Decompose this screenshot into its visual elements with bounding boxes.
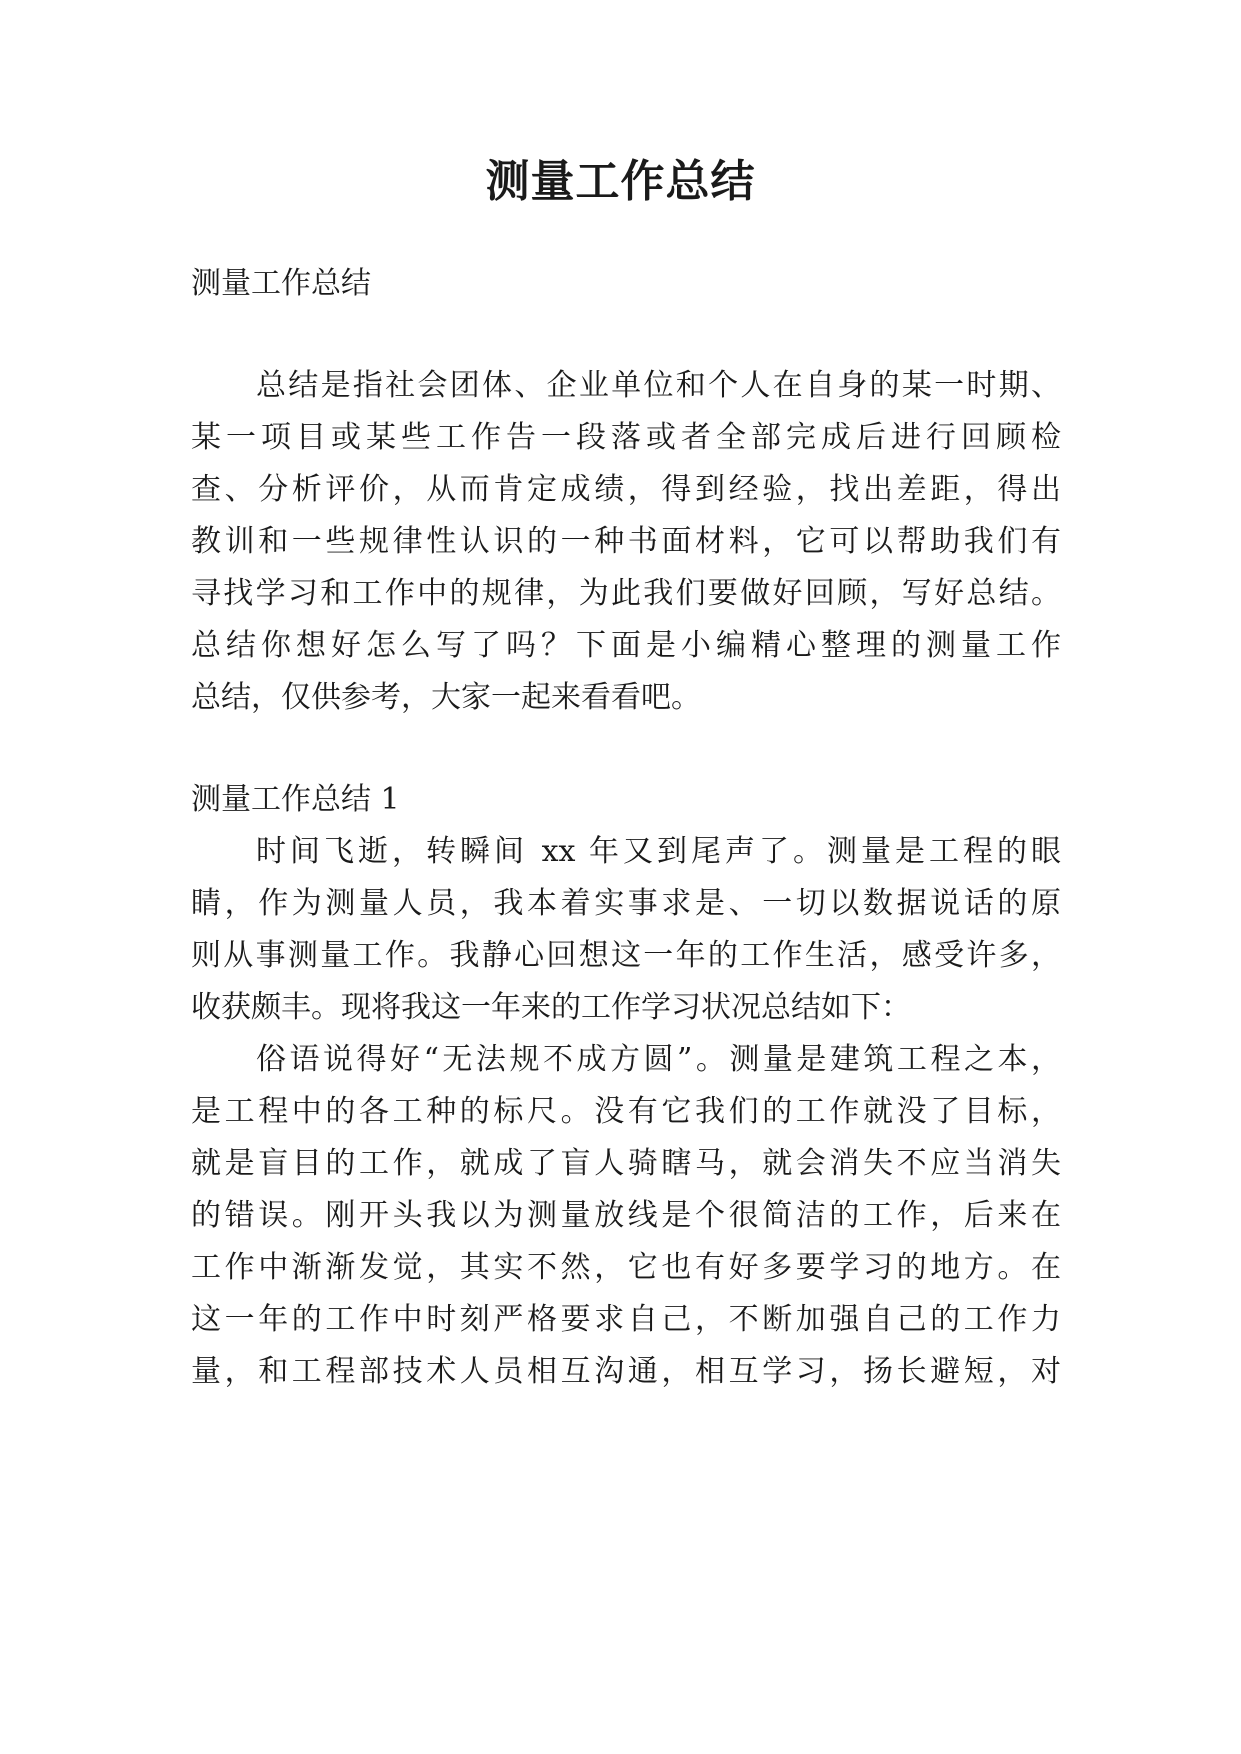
document-subtitle: 测量工作总结 <box>191 266 371 301</box>
text-line: 寻找学习和工作中的规律，为此我们要做好回顾，写好总结。 <box>191 576 1061 611</box>
document-title: 测量工作总结 <box>485 156 756 207</box>
text-line: 是工程中的各工种的标尺。没有它我们的工作就没了目标， <box>191 1094 1061 1129</box>
text-line: 则从事测量工作。我静心回想这一年的工作生活，感受许多， <box>191 938 1061 973</box>
text-line: 总结，仅供参考，大家一起来看看吧。 <box>191 680 701 715</box>
text-line: 总结是指社会团体、企业单位和个人在自身的某一时期、 <box>256 368 1061 403</box>
text-line: 某一项目或某些工作告一段落或者全部完成后进行回顾检 <box>191 420 1061 455</box>
text-line: 的错误。刚开头我以为测量放线是个很简洁的工作，后来在 <box>191 1198 1061 1233</box>
text-line: 查、分析评价，从而肯定成绩，得到经验，找出差距，得出 <box>191 472 1061 507</box>
text-line: 教训和一些规律性认识的一种书面材料，它可以帮助我们有 <box>191 524 1061 559</box>
text-line: 工作中渐渐发觉，其实不然，它也有好多要学习的地方。在 <box>191 1250 1061 1285</box>
text-line: 这一年的工作中时刻严格要求自己，不断加强自己的工作力 <box>191 1302 1061 1337</box>
text-line: 收获颇丰。现将我这一年来的工作学习状况总结如下： <box>191 990 911 1025</box>
text-line: 量，和工程部技术人员相互沟通，相互学习，扬长避短，对 <box>191 1354 1061 1389</box>
text-line: 时间飞逝，转瞬间 xx 年又到尾声了。测量是工程的眼 <box>256 834 1061 869</box>
text-line: 俗语说得好“无法规不成方圆”。测量是建筑工程之本， <box>256 1042 1061 1077</box>
text-line: 睛，作为测量人员，我本着实事求是、一切以数据说话的原 <box>191 886 1061 921</box>
text-line: 总结你想好怎么写了吗？下面是小编精心整理的测量工作 <box>191 628 1061 663</box>
section-heading: 测量工作总结 1 <box>191 782 400 817</box>
text-line: 就是盲目的工作，就成了盲人骑瞎马，就会消失不应当消失 <box>191 1146 1061 1181</box>
